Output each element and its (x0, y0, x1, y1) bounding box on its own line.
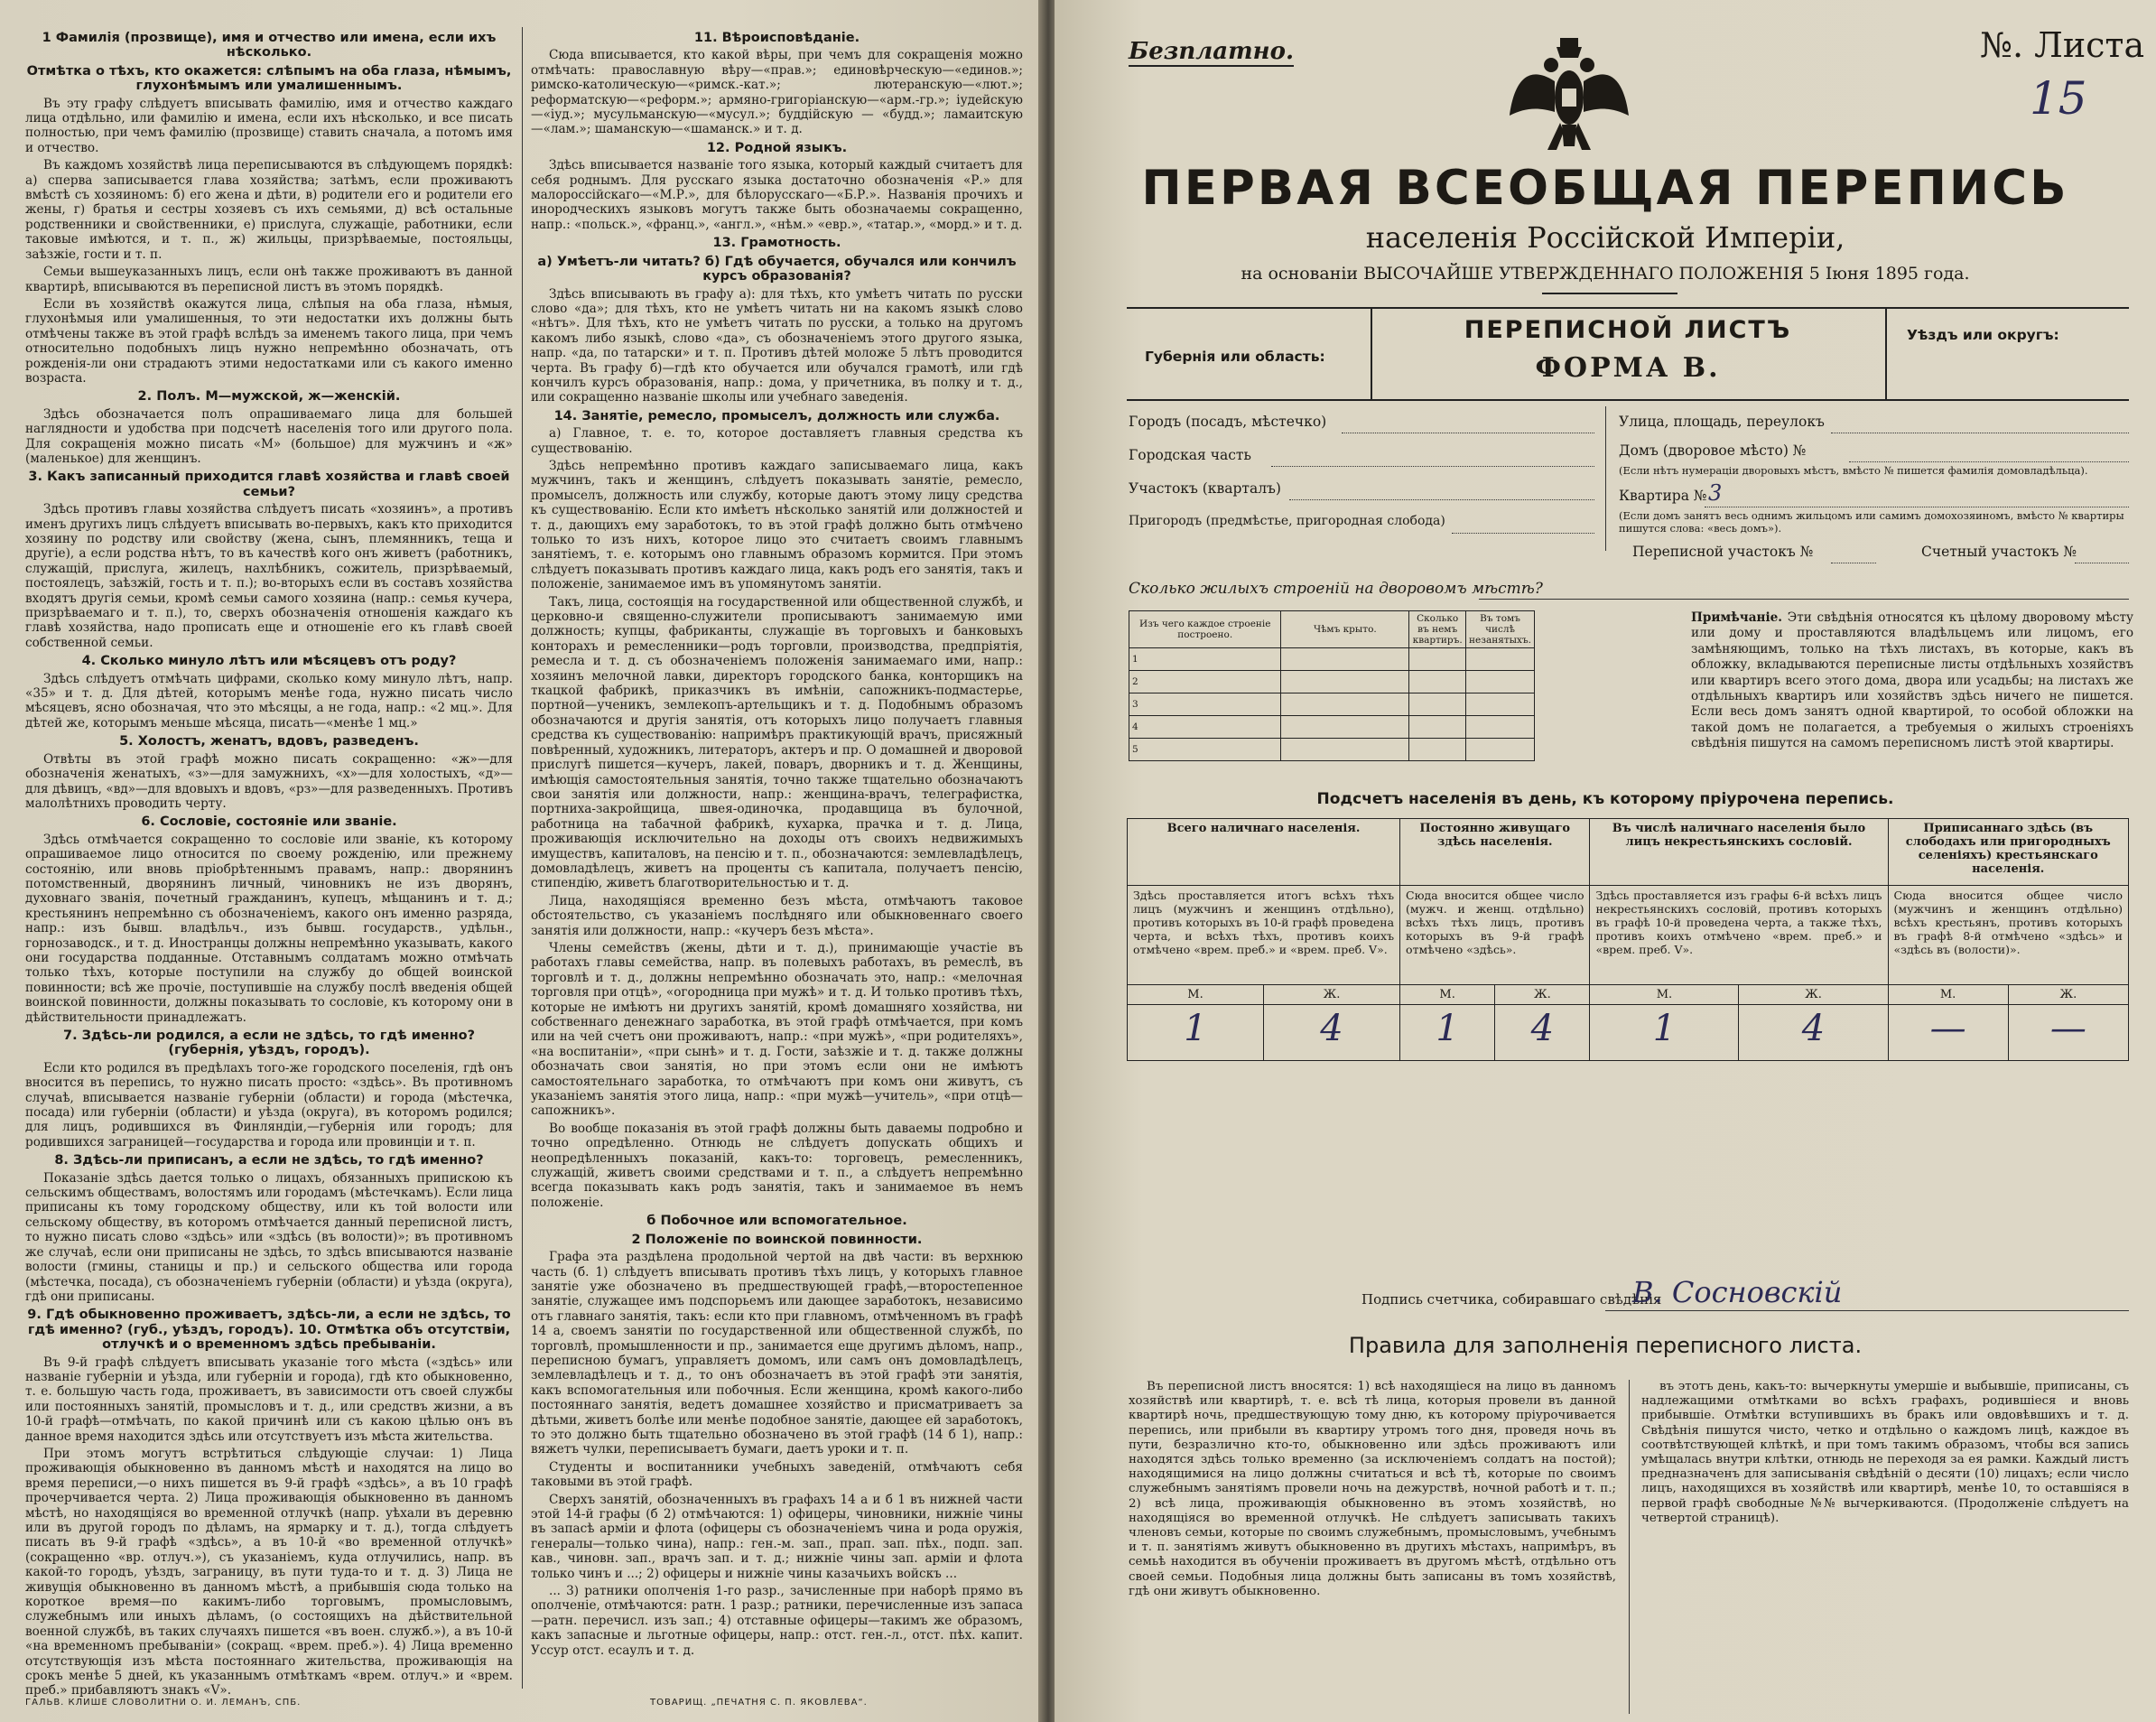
section-paragraph: Отвѣты въ этой графѣ можно писать сокращенно: «ж»—для обозначенія женатыхъ, «з»—для замужнихъ, «х»—для холостыхъ, «д»—для дѣвицъ, «вд»—для вдовыхъ и вдовъ, «рз»—для разведенныхъ. Противъ малолѣтнихъ проводить черту. (25, 751, 513, 811)
count-total-female: 4 (1264, 1005, 1400, 1061)
male-label: М. (1400, 985, 1495, 1005)
street-line (1831, 432, 2129, 433)
free-label: Безплатно. (1129, 38, 1294, 65)
section-paragraph: Студенты и воспитанники учебныхъ заведеній, отмѣчаютъ себя таковыми въ этой графѣ. (531, 1459, 1023, 1490)
rules-column-1 (1129, 1380, 1616, 1714)
section-paragraph: Во вообще показанія въ этой графѣ должны быть даваемы подробно и точно опредѣленно. Отнюдь не слѣдуетъ допускать общихъ и неопредѣленныхъ показаній, какъ-то: торговецъ, ремесленникъ, служащій, живетъ своими средствами и т. п., а слѣдуетъ непремѣнно всегда показывать какъ родъ занятія, такъ и занимаемое въ немъ положеніе. (531, 1121, 1023, 1210)
section-heading: 7. Здѣсь-ли родился, а если не здѣсь, то гдѣ именно? (губернія, уѣздъ, городъ). (62, 1029, 476, 1058)
count-peasant-female: — (2008, 1005, 2128, 1061)
buildings-header-material: Изъ чего каждое строеніе построено. (1129, 611, 1281, 648)
uezd-label: Уѣздъ или округъ: (1907, 327, 2059, 343)
count-district-label: Счетный участокъ № (1921, 544, 2077, 560)
section-paragraph: Здѣсь вписывается названіе того языка, который каждый считаетъ для себя роднымъ. Для русскаго языка достаточно обозначенія «Р.» для малороссійскаго—«М.Р.», для бѣлорусскаго—«Б.Р.». Названія прочихъ и инородческихъ языковъ могутъ также быть обозначаемы сокращенно, напр.: «польск.», «франц.», «англ.», «нѣм.» «евр.», «татар.», «морд.» и т. д. (531, 158, 1023, 232)
imperial-eagle-emblem (1506, 25, 1632, 161)
note-text: Эти свѣдѣнія относятся къ цѣлому дворовому мѣсту или дому и проставляются владѣльцемъ или лицомъ, его замѣняющимъ, только на тѣхъ листахъ, въ которые, какъ въ обложку, вкладываются переписные листы отдѣльныхъ хозяйствъ или квартиръ всего этого дома, двора или усадьбы; на листахъ же отдѣльныхъ квартиръ или хозяйствъ здѣсь ничего не пишется. Если весь домъ занятъ одной квартирой, то особой обложки на такой домъ не полагается, а требуемыя о жилыхъ строеніяхъ свѣдѣнія пишутся на самомъ переписномъ листѣ этой квартиры. (1691, 610, 2133, 751)
house-label: Домъ (дворовое мѣсто) № (1619, 442, 1807, 459)
section-paragraph: Показаніе здѣсь дается только о лицахъ, обязанныхъ припискою къ сельскимъ обществамъ, волостямъ или городамъ (мѣстечкамъ). Если лица приписаны къ тому городскому обществу, или къ той волости или сельскому обществу, въ которомъ отмѣчается данный переписной листъ, то нужно писать слово «здѣсь» или «здѣсь (въ волости)»; въ противномъ же случаѣ, если они приписаны не здѣсь, то здѣсь вписываются названіе волости (гмины, станицы и пр.) и сельского общества или города (мѣстечка, посада), съ обозначеніемъ губерніи (области) и уѣзда (округа), гдѣ они приписаны. (25, 1170, 513, 1304)
rules-column-2 (1641, 1380, 2129, 1714)
gubernia-cell (1127, 309, 1372, 399)
row-number: 2 (1129, 671, 1281, 693)
section-paragraph: Если въ хозяйствѣ окажутся лица, слѣпыя на оба глаза, нѣмыя, глухонѣмыя или умалишенныя, то эти недостатки ихъ должны быть отмѣчены также въ этой графѣ вслѣдъ за именемъ такого лица, при чемъ относительно подобныхъ лицъ нужно непремѣнно обозначать, отъ рожденія-ли они страдаютъ этими недостатками или съ какого именно возраста. (25, 296, 513, 386)
section-heading: 14. Занятіе, ремесло, промыселъ, должность или служба. (553, 408, 1000, 424)
section-paragraph: Если кто родился въ предѣлахъ того-же городского поселенія, гдѣ онъ вносится въ перепись, то нужно писать просто: «здѣсь». Въ противномъ случаѣ, вписывается названіе губерніи (области) и города (мѣстечка, посада) или губерніи (области) и уѣзда (округа), въ которомъ родился; для лицъ, родившихся въ Финляндіи,—губернія или городъ; для родившихся заграницей—государства и города или провинціи и т. п. (25, 1060, 513, 1150)
census-subtitle: населенія Россійской Имперіи, (1365, 220, 1845, 255)
apartment-label: Квартира № (1619, 488, 1707, 504)
row-number: 3 (1129, 693, 1281, 716)
city-label: Городъ (посадъ, мѣстечко) (1129, 414, 1327, 430)
city-part-label: Городская часть (1129, 447, 1251, 463)
buildings-row (1129, 739, 1535, 761)
count-noncrest-female: 4 (1739, 1005, 1888, 1061)
section-heading: б Побочное или вспомогательное. (646, 1214, 907, 1229)
buildings-question-line (1479, 598, 2129, 600)
district-line (1289, 498, 1594, 500)
count-peasant-male: — (1888, 1005, 2008, 1061)
left-column-1 (25, 27, 513, 1699)
section-paragraph: Въ эту графу слѣдуетъ вписывать фамилію, имя и отчество каждаго лица отдѣльно, или фамилію и имена, если ихъ нѣсколько, и все писать полностью, при чемъ фамилію (прозвище) ставить сначала, а потомъ имя и отчество. (25, 96, 513, 155)
buildings-row (1129, 671, 1535, 693)
section-heading: 9. Гдѣ обыкновенно проживаетъ, здѣсь-ли, а если не здѣсь, то гдѣ именно? (губ., уѣздъ, городъ). 10. Отмѣтка объ отсутствіи, отлучкѣ и о временномъ здѣсь пребываніи. (27, 1308, 511, 1353)
right-page (1055, 0, 2156, 1722)
rules-title: Правила для заполненія переписного листа. (1348, 1333, 1863, 1358)
left-column-2 (531, 27, 1023, 1689)
female-label: Ж. (2008, 985, 2128, 1005)
section-paragraph: Здѣсь вписывають въ графу а): для тѣхъ, кто умѣетъ читать по русски слово «да»; для тѣхъ, кто не умѣетъ читать ни на какомъ языкѣ слово «нѣтъ». Для тѣхъ, кто не умѣетъ читать по русски, а только на другомъ какомъ либо языкѣ, слово «да», съ обозначеніемъ этого другого языка, напр. «да, по татарски» и т. п. Противъ дѣтей моложе 5 лѣтъ проводится черта. Въ графу б)—гдѣ кто обучается или обучался грамотѣ, или гдѣ кончилъ курсъ образованія, напр.: дома, у причетника, въ полку и т. д., или сокращенно названіе школы или учебнаго заведенія. (531, 286, 1023, 405)
suburb-label: Пригородъ (предмѣстье, пригородная слобода) (1129, 514, 1445, 528)
count-desc-permanent: Сюда вносится общее число (мужч. и женщ. отдѣльно) всѣхъ тѣхъ лицъ, противъ которыхъ въ 9-й графѣ отмѣчено «здѣсь». (1400, 886, 1590, 985)
male-label: М. (1590, 985, 1739, 1005)
section-paragraph: При этомъ могутъ встрѣтиться слѣдующіе случаи: 1) Лица проживающія обыкновенно въ данномъ мѣстѣ и находятся на лицо во время переписи,—о нихъ пишется въ 9-й графѣ «здѣсь», а въ 10 графѣ прочерчивается черта. 2) Лица проживающія обыкновенно въ данномъ мѣстѣ, но находящіяся во временной отлучкѣ (напр. уѣхали въ деревню или въ другой городъ по дѣламъ, на ярмарку и т. д.), тогда слѣдуетъ писать въ 9-й графѣ «здѣсь», а въ 10-й «во временной отлучкѣ» (сокращенно «вр. отлуч.»), съ указаніемъ, куда отлучились, напр. въ какой-то городъ, уѣздъ, заграницу, въ пути туда-то и т. д. 3) Лица не живущія обыкновенно въ данномъ мѣстѣ, а прибывшія сюда только на короткое время—по какимъ-либо торговымъ, промысловымъ, служебнымъ или иныхъ дѣламъ, (о состоящихъ на дѣйствительной военной службѣ, въ таких случаяхъ пишется «въ воен. служб.»), а въ 10-й «на временномъ пребываніи» (сокращ. «врем. преб.»). 4) Лица временно отсутствующія изъ мѣста постояннаго жительства, проживающія на срокъ менѣе 5 дней, къ указаннымъ отмѣткамъ «врем. отлуч.» и «врем. преб.» прибавляютъ знакъ «V». (25, 1446, 513, 1699)
column-divider (522, 27, 523, 1689)
census-district-label: Переписной участокъ № (1632, 544, 1814, 560)
section-paragraph: Сюда вписывается, кто какой вѣры, при чемъ для сокращенія можно отмѣчать: православную вѣру—«прав.»; единовѣрческую—«единов.»; римско-католическую—«римск.-кат.»; лютеранскую—«лют.»; реформатскую—«реформ.»; армяно-григоріанскую—«арм.-гр.»; іудейскую—«іуд.»; мусульманскую—«мусул.»; буддійскую — «будд.»; ламаитскую—«лам.»; шаманскую—«шаманск.» и т. д. (531, 48, 1023, 137)
section-paragraph: Здѣсь противъ главы хозяйства слѣдуетъ писать «хозяинъ», а противъ именъ другихъ лицъ слѣдуетъ вписывать во-первыхъ, какъ кто приходится хозяину по родству или свойству (жена, сынъ, племянникъ, теща и другіе), а если родства нѣтъ, то въ качествѣ кого онъ живетъ (работникъ, служащій, прислуга, жилецъ, нахлѣбникъ, сожитель, призрѣваемый, постоялецъ, заѣзжій, гость и т. п.); во-вторыхъ если въ составъ хозяйства входятъ другія семьи, кромѣ семьи самого хозяина (напр.: семья кучера, призрѣваемаго и т. п.), то, сверхъ обозначенія отношенія каждаго къ главѣ хозяйства, надо прописать еще и отношеніе его къ главѣ своей собственной семьи. (25, 502, 513, 650)
house-line (1849, 461, 2129, 462)
section-paragraph: Лица, находящіяся временно безъ мѣста, отмѣчаютъ таковое обстоятельство, съ указаніемъ послѣдняго или обыкновеннаго своего занятія или должности, напр.: «кучеръ безъ мѣста». (531, 893, 1023, 938)
rules-text-1: Въ переписной листъ вносятся: 1) всѣ находящіеся на лицо въ данномъ хозяйствѣ или квартирѣ, т. е. всѣ тѣ лица, которыя провели въ данной квартирѣ ночь, предшествующую тому дню, къ которому пріурочивается перепись, или прибыли въ квартиру утромъ того дня, проведя ночь въ пути, безразлично кто-то, обыкновенно или здѣсь проживаютъ или находятся здѣсь только временно (за исключеніемъ солдатъ на постой); находящимися на лицо должны считаться и всѣ тѣ, которые по своимъ служебнымъ занятіямъ провели ночь на дежурствѣ, ночной работѣ и т. п.; 2) всѣ лица, проживающія обыкновенно въ этомъ хозяйствѣ, но находящіяся во временной отлучкѣ. Не слѣдуетъ записывать такихъ членовъ семьи, которые по своимъ служебнымъ, промысловымъ, учебнымъ и т. п. занятіямъ живутъ обыкновенно въ другихъ мѣстахъ, напримѣръ, въ семьѣ находится въ обученіи проживаетъ въ другомъ мѣстѣ, отдѣльно отъ своей семьи. Подобныя лица должны быть записаны въ томъ хозяйствѣ, гдѣ они живутъ обыкновенно. (1129, 1380, 1616, 1598)
note-title: Примѣчаніе. (1691, 610, 1783, 625)
uezd-cell (1885, 309, 2131, 399)
census-basis: на основаніи ВЫСОЧАЙШЕ УТВЕРЖДЕННАГО ПОЛОЖЕНІЯ 5 Іюня 1895 года. (1241, 264, 1970, 284)
section-heading: 2. Полъ. М—мужской, ж—женскій. (137, 389, 401, 405)
row-number: 1 (1129, 648, 1281, 671)
section-paragraph: Здѣсь непремѣнно противъ каждаго записываемаго лица, какъ мужчинъ, такъ и женщинъ, слѣдуетъ показывать занятіе, ремесло, промыселъ, должность или службу, которые даютъ этому лицу средства къ существованію. Если кто имѣетъ нѣсколько занятій или должностей и т. д., дающихъ ему заработокъ, то въ этой графѣ должно быть отмѣчено только то изъ нихъ, которое лицо это считаетъ своимъ главнымъ занятіемъ, т. е. которымъ оно главнымъ образомъ кормится. При этомъ слѣдуетъ показывать противъ каждаго лица, какъ родъ его занятія, такъ и положеніе, занимаемое имъ въ упомянутомъ занятіи. (531, 458, 1023, 592)
street-label: Улица, площадь, переулокъ (1619, 414, 1825, 430)
count-desc-total: Здѣсь проставляется итогъ всѣхъ тѣхъ лицъ (мужчинъ и женщинъ отдѣльно), противъ которыхъ въ 10-й графѣ проведена черта, и всѣхъ тѣхъ, противъ коихъ отмѣчено «врем. преб.» и «врем. преб. V». (1128, 886, 1400, 985)
form-title: ФОРМА В. (1535, 352, 1721, 384)
sheet-title: ПЕРЕПИСНОЙ ЛИСТЪ (1464, 316, 1792, 344)
footer-right: ТОВАРИЩ. „ПЕЧАТНЯ С. П. ЯКОВЛЕВА“. (650, 1698, 868, 1708)
count-total-male: 1 (1128, 1005, 1264, 1061)
section-paragraph: Семьи вышеуказанныхъ лицъ, если онѣ также проживаютъ въ данной квартирѣ, вписываются въ переписной листъ въ этомъ порядкѣ. (25, 265, 513, 294)
buildings-row (1129, 648, 1535, 671)
section-paragraph: Здѣсь обозначается полъ опрашиваемаго лица для большей наглядности и удобства при подсчетѣ населенія того или другого пола. Для сокращенія можно писать «М» (большое) для мужчинъ и «ж» (маленькое) для женщинъ. (25, 406, 513, 466)
buildings-question: Сколько жилыхъ строеній на дворовомъ мѣстѣ? (1129, 580, 1543, 598)
count-desc-noncrest: Здѣсь проставляется изъ графы 6-й всѣхъ лицъ некрестьянскихъ сословій, противъ которыхъ въ графѣ 10-й проведена черта, а также тѣхъ, противъ коихъ отмѣчено «врем. преб.» и «врем. преб. V». (1590, 886, 1888, 985)
section-paragraph: Здѣсь слѣдуетъ отмѣчать цифрами, сколько кому минуло лѣтъ, напр. «35» и т. д. Для дѣтей, которымъ менѣе года, нужно писать число мѣсяцевъ, ясно обозначая, что это мѣсяцы, а не года, напр.: «2 мц.». Для дѣтей же, которымъ меньше мѣсяца, писать—«менѣе 1 мц.» (25, 671, 513, 731)
section-paragraph: Въ каждомъ хозяйствѣ лица переписываются въ слѣдующемъ порядкѣ: а) сперва записывается глава хозяйства; затѣмъ, если проживаютъ вмѣстѣ съ хозяиномъ: б) его жена и дѣти, в) родители его и родители его жены, г) братья и сестры хозяевъ съ ихъ семьями, д) всѣ остальные родственники и свойственники, е) прислуга, служащіе, работники, если таковые имѣются, и т. п., ж) жильцы, призрѣваемые, постояльцы, заѣзжіе, гости и т. п. (25, 158, 513, 262)
census-district-line (1831, 562, 1876, 563)
title-rule (1542, 293, 1677, 294)
female-label: Ж. (1739, 985, 1888, 1005)
city-line (1342, 432, 1594, 433)
count-header-noncrest: Въ числѣ наличнаго населенія было лицъ некрестьянскихъ сословій. (1590, 819, 1888, 886)
section-heading: 11. Вѣроисповѣданіе. (693, 31, 860, 45)
section-heading: 12. Родной языкъ. (706, 140, 848, 155)
census-title: ПЕРВАЯ ВСЕОБЩАЯ ПЕРЕПИСЬ (1141, 161, 2069, 216)
buildings-note (1691, 610, 2133, 752)
rules-text-2: въ этотъ день, какъ-то: вычеркнуты умершіе и выбывшіе, приписаны, съ надлежащими отмѣтками во всѣхъ графахъ, родившіеся и вновь прибывшіе. Отмѣтки вступившихъ въ бракъ или овдовѣвшихъ и т. д. Свѣдѣнія пишутся чисто, четко и отдѣльно о каждомъ лицѣ, каждое въ соотвѣтствующей клѣткѣ, и при томъ такимъ образомъ, чтобы вся запись умѣщалась внутри клѣтки, отнюдь не переходя за ея рамки. Каждый листъ предназначенъ для записыванія свѣдѣній о десяти (10) лицахъ; если число лицъ, находящихся въ хозяйствѣ или квартирѣ, менѣе 10, то оставшіяся в первой графѣ свободные №№ вычеркиваются. (Продолженіе слѣдуетъ на четвертой страницѣ). (1641, 1380, 2129, 1525)
apartment-line (1705, 506, 2129, 507)
section-heading: 5. Холостъ, женатъ, вдовъ, разведенъ. (119, 734, 419, 749)
gubernia-label: Губернія или область: (1145, 349, 1325, 365)
sheet-number-handwritten: 15 (2030, 72, 2087, 125)
apartment-handwritten: 3 (1708, 480, 1723, 506)
section-paragraph: ... 3) ратники ополченія 1-го разр., зачисленные при наборѣ прямо въ ополченіе, отмѣчаются: ратн. 1 разр.; ратники, перечисленные изъ запаса—ратн. перечисл. изъ зап.; 4) отставные офицеры—такимъ же образомъ, какъ запасные и льготные офицеры, напр.: отст. ген.-л., отст. пѣх. капит. Уссур отст. есаулъ и т. д. (531, 1584, 1023, 1658)
count-header-permanent: Постоянно живущаго здѣсь населенія. (1400, 819, 1590, 886)
population-count-table (1127, 818, 2129, 1061)
section-paragraph: Такъ, лица, состоящія на государственной или общественной службѣ, и церковно-и священно-служители прописываютъ занимаемую ими должность; купцы, фабриканты, служащіе въ торговыхъ и банковыхъ конторахъ и ремесленники—родъ торговли, производства, предпріятія, ремесла и т. д. съ обозначеніемъ положенія занимаемаго ими, напр.: хозяинъ мелочной лавки, директоръ городского банка, конторщикъ на ткацкой фабрикѣ, приказчикъ въ имѣніи, сапожникъ-подмастерье, портной—ученикъ, землекопъ-артельщикъ и т. д. Подобнымъ образомъ обозначаются и другія занятія, отъ которыхъ лицо получаетъ главныя средства къ существованію: напримѣръ практикующій врачъ, присяжный повѣренный, художникъ, литераторъ, актеръ и пр. О домашней и дворовой прислугѣ пишется—кучеръ, лакей, поваръ, дворникъ и т. д. Женщины, имѣющія самостоятельныя занятія, точно также тщательно обозначаютъ свои занятія или должности, напр.: женщина-врачъ, телеграфистка, портниха-закройщица, швея-одиночка, продавщица въ булочной, работница на табачной фабрикѣ, кухарка, прачка и т. д. Лица, проживающія исключительно на доходы отъ своихъ недвижимыхъ имуществъ, капиталовъ, на пенсію и т. п., обозначаются: землевладѣлецъ, домовладѣлецъ, живетъ на проценты съ капитала, получаетъ пенсію, стипендію, живетъ благотворительностью и т. д. (531, 594, 1023, 891)
note-brace (1547, 614, 1637, 777)
buildings-header-apartments: Сколько въ немъ квартиръ. (1409, 611, 1466, 648)
house-note: (Если нѣтъ нумераціи дворовыхъ мѣстъ, вмѣсто № пишется фамилія домовладѣльца). (1619, 464, 2088, 477)
section-heading: 2 Положеніе по воинской повинности. (631, 1232, 923, 1247)
count-permanent-male: 1 (1400, 1005, 1495, 1061)
row-number: 5 (1129, 739, 1281, 761)
count-header-total: Всего наличнаго населенія. (1128, 819, 1400, 886)
signature-handwritten: В. Сосновскій (1632, 1275, 1843, 1309)
section-heading: 3. Какъ записанный приходится главѣ хозяйства и главѣ своей семьи? (28, 470, 510, 499)
female-label: Ж. (1264, 985, 1400, 1005)
address-divider (1605, 406, 1606, 551)
suburb-line (1452, 532, 1594, 534)
left-page (0, 0, 1045, 1722)
row-number: 4 (1129, 716, 1281, 739)
sheet-number-label: №. Листа (1980, 25, 2145, 65)
section-paragraph: Здѣсь отмѣчается сокращенно то сословіе или званіе, къ которому опрашиваемое лицо относится по своему рожденію, или прежнему состоянію, или вновь пріобрѣтеннымъ правамъ, напр.: дворянинъ потомственный, дворянинъ личный, чиновникъ не изъ дворянъ, духовнаго званія, почетный гражданинъ, купецъ, мѣщанинъ и т. д.; крестьянинъ непремѣнно съ обозначеніемъ, какого онъ именно разряда, напр.: изъ бывш. владѣльч., изъ бывш. государств., удѣльн., горнозаводск., и т. д. Иностранцы должны непремѣнно указывать, какого они государства подданные. Отставнымъ солдатамъ можно отмѣчать только тѣхъ, которые поступили на службу до общей воинской повинности; всѣ же прочіе, поступившіе на службу послѣ введенія общей воинской повинности, должны показывать то сословіе, къ которому они в дѣйствительности принадлежатъ. (25, 832, 513, 1025)
buildings-header-roof: Чѣмъ крыто. (1281, 611, 1409, 648)
footer-left: ГАЛЬВ. КЛИШЕ СЛОВОЛИТНИ О. И. ЛЕМАНЪ, СПБ. (25, 1698, 302, 1708)
header-box (1127, 307, 2129, 401)
rules-divider (1629, 1380, 1630, 1714)
section-heading: 13. Грамотность. (712, 236, 841, 251)
count-title: Подсчетъ населенія въ день, къ которому пріурочена перепись. (1316, 790, 1894, 808)
section-paragraph: Въ 9-й графѣ слѣдуетъ вписывать указаніе того мѣста («здѣсь» или названіе губерніи и уѣзда, или губерніи и города), гдѣ кто обыкновенно, т. е. большую часть года, проживаетъ, въ зависимости отъ своей службы или постоянныхъ занятій, промысловъ и т. д., или средствъ жизни, а въ 10-й графѣ—отмѣчать, по какой причинѣ или съ какою цѣлью онъ въ данное время находится здѣсь или отсутствуетъ изъ мѣста жительства. (25, 1354, 513, 1444)
count-header-peasant: Приписаннаго здѣсь (въ слободахъ или пригородныхъ селеніяхъ) крестьянскаго населенія. (1888, 819, 2129, 886)
district-label: Участокъ (кварталъ) (1129, 480, 1281, 497)
section-heading: 1 Фамилія (прозвище), имя и отчество или имена, если ихъ нѣсколько. (42, 31, 497, 61)
count-noncrest-male: 1 (1590, 1005, 1739, 1061)
section-paragraph: а) Главное, т. е. то, которое доставляетъ главныя средства къ существованію. (531, 426, 1023, 456)
apartment-note: (Если домъ занятъ весь однимъ жильцомъ или самимъ домохозяиномъ, вмѣсто № квартиры пишутся слова: «весь домъ»). (1619, 509, 2124, 535)
section-paragraph: Графа эта раздѣлена продольной чертой на двѣ части: въ верхнюю часть (б. 1) слѣдуетъ вписывать противъ тѣхъ лицъ, у которыхъ главное занятіе уже обозначено въ предшествующей графѣ,—второстепенное занятіе, служащее имъ подспорьемъ или дающее заработокъ, независимо отъ главнаго занятія, такъ: если кто при главномъ, отмѣченномъ въ графѣ 14 а, своемъ занятіи по государственной или общественной службѣ, по торговлѣ, промышленности и пр., занимается еще другимъ дѣломъ, напр., переписною бумагъ, управляетъ домомъ, или самъ онъ домовладѣлецъ, землевладѣлецъ и т. д., то онъ обозначаетъ въ этой графѣ эти занятія, какъ вспомогательныя или побочныя. Если женщина, кромѣ какого-либо постояннаго занятія, ведетъ домашнее хозяйство и присматриваетъ за дѣтьми, живетъ болѣе или менѣе подобное занятіе, дающее ей заработокъ, то это должно быть тщательно обозначено въ этой графѣ (14 б 1), напр.: вяжетъ чулки, переписываетъ бумаги, даетъ уроки и т. п. (531, 1250, 1023, 1457)
buildings-row (1129, 716, 1535, 739)
section-paragraph: Сверхъ занятій, обозначенныхъ въ графахъ 14 а и б 1 въ нижней части этой 14-й графы (б 2) отмѣчаются: 1) офицеры, чиновники, нижніе чины въ запасѣ армiи и флота (офицеры съ обозначеніемъ чина и рода оружія, генералы—только чина), напр.: ген.-м. зап., прап. зап. пѣх., подп. зап. кав., чиновн. зап., врачъ зап. и т. д.; нижніе чины зап. арміи и флота только чинъ и ...; 2) офицеры и нижніе чины казачьихъ войскъ ... (531, 1492, 1023, 1581)
female-label: Ж. (1495, 985, 1590, 1005)
section-heading: 6. Сословіе, состояніе или званіе. (141, 814, 397, 830)
signature-label: Подпись счетчика, собиравшаго свѣдѣнія (1361, 1291, 1662, 1308)
section-heading: 4. Сколько минуло лѣтъ или мѣсяцевъ отъ роду? (81, 654, 457, 669)
section-heading: а) Умѣетъ-ли читать? б) Гдѣ обучается, обучался или кончилъ курсъ образованія? (537, 254, 1017, 284)
count-desc-peasant: Сюда вносится общее число (мужчинъ и женщинъ отдѣльно) всѣхъ крестьянъ, противъ которыхъ въ графѣ 8-й отмѣчено «здѣсь» и «здѣсь въ (волости)». (1888, 886, 2129, 985)
section-heading: 8. Здѣсь-ли приписанъ, а если не здѣсь, то гдѣ именно? (54, 1153, 484, 1168)
buildings-row (1129, 693, 1535, 716)
male-label: М. (1888, 985, 2008, 1005)
buildings-table (1129, 610, 1535, 761)
buildings-header-vacant: Въ томъ числѣ незанятыхъ. (1466, 611, 1535, 648)
section-heading: Отмѣтка о тѣхъ, кто окажется: слѣпымъ на оба глаза, нѣмымъ, глухонѣмымъ или умалишеннымъ. (26, 63, 512, 94)
count-district-line (2075, 562, 2129, 563)
signature-line (1605, 1309, 2129, 1311)
section-paragraph: Члены семействъ (жены, дѣти и т. д.), принимающіе участіе въ работахъ главы семейства, напр. въ полевыхъ работахъ, въ ремеслѣ, въ торговлѣ и т. д., должны непремѣнно обозначать это, напр.: «мелочная торговля при отцѣ», «огородница при мужѣ» и т. д. И только противъ тѣхъ, которые не имѣютъ ни другихъ занятій, кромѣ домашняго хозяйства, ни собственнаго денежнаго заработка, въ этой графѣ отмѣчается, при комъ или на чей счетъ они проживаютъ, напр.: «при мужѣ», «при родителяхъ», «на воспитаніи», «при сынѣ» и т. д. Гости, заѣзжіе и т. д. также должны обозначать свои занятія, но при этомъ если они не имѣютъ самостоятельнаго заработка, то отмѣчаютъ при комъ они живутъ, съ указаніемъ занятія этого лица, напр.: «при мужѣ—учитель», «при отцѣ—сапожникъ». (531, 940, 1023, 1119)
count-permanent-female: 4 (1495, 1005, 1590, 1061)
city-part-line (1271, 465, 1594, 467)
male-label: М. (1128, 985, 1264, 1005)
